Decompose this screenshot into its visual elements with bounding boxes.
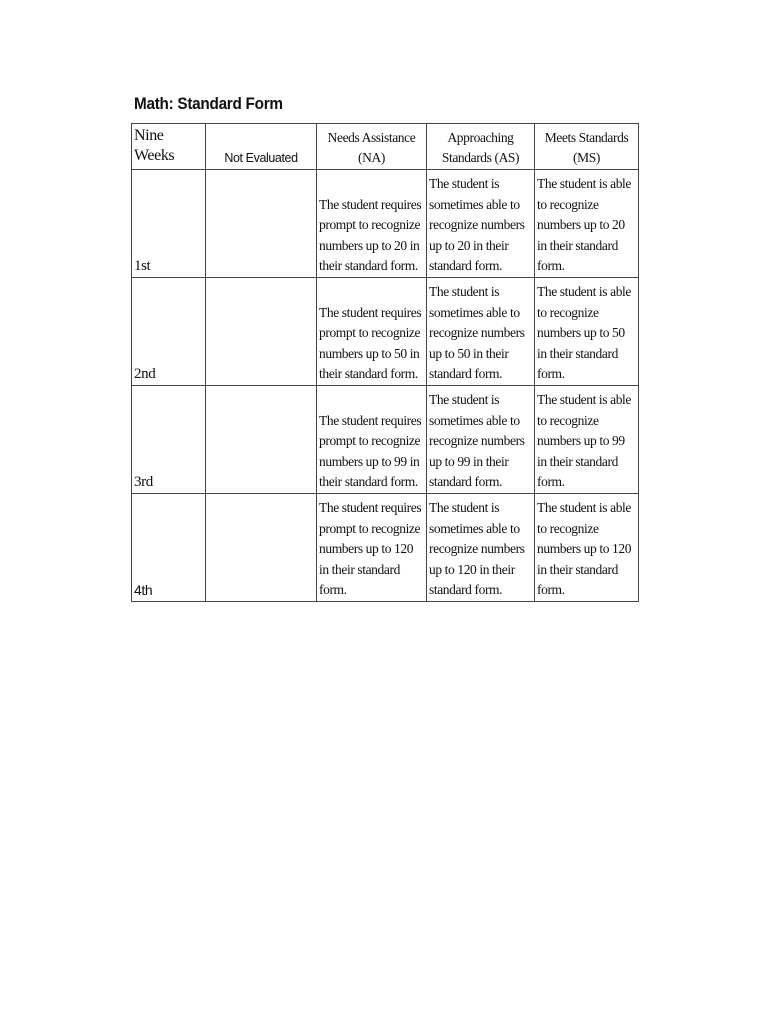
meets-cell: The student is able to recognize numbers up to 120 in their standard form. bbox=[535, 494, 639, 602]
period-cell: 1st bbox=[132, 170, 206, 278]
needs-assistance-cell: The student requires prompt to recognize numbers up to 50 in their standard form. bbox=[317, 278, 427, 386]
header-not-evaluated: Not Evaluated bbox=[206, 124, 317, 170]
header-nine-weeks: Nine Weeks bbox=[132, 124, 206, 170]
header-row bbox=[132, 124, 639, 170]
rubric-table bbox=[131, 123, 639, 602]
table-row bbox=[132, 494, 639, 602]
approaching-cell: The student is sometimes able to recognize numbers up to 120 in their standard form. bbox=[427, 494, 535, 602]
period-cell: 3rd bbox=[132, 386, 206, 494]
period-cell: 2nd bbox=[132, 278, 206, 386]
period-cell: 4th bbox=[132, 494, 206, 602]
not-evaluated-cell bbox=[206, 170, 317, 278]
approaching-cell: The student is sometimes able to recognize numbers up to 50 in their standard form. bbox=[427, 278, 535, 386]
table-row bbox=[132, 278, 639, 386]
table-row bbox=[132, 170, 639, 278]
approaching-cell: The student is sometimes able to recognize numbers up to 99 in their standard form. bbox=[427, 386, 535, 494]
meets-cell: The student is able to recognize numbers up to 50 in their standard form. bbox=[535, 278, 639, 386]
needs-assistance-cell: The student requires prompt to recognize numbers up to 20 in their standard form. bbox=[317, 170, 427, 278]
header-meets-standards: Meets Standards (MS) bbox=[535, 124, 639, 170]
needs-assistance-cell: The student requires prompt to recognize numbers up to 99 in their standard form. bbox=[317, 386, 427, 494]
approaching-cell: The student is sometimes able to recognize numbers up to 20 in their standard form. bbox=[427, 170, 535, 278]
table-row bbox=[132, 386, 639, 494]
needs-assistance-cell: The student requires prompt to recognize numbers up to 120 in their standard form. bbox=[317, 494, 427, 602]
page-title: Math: Standard Form bbox=[134, 94, 283, 113]
meets-cell: The student is able to recognize numbers up to 20 in their standard form. bbox=[535, 170, 639, 278]
header-needs-assistance: Needs Assistance (NA) bbox=[317, 124, 427, 170]
not-evaluated-cell bbox=[206, 278, 317, 386]
header-approaching-standards: Approaching Standards (AS) bbox=[427, 124, 535, 170]
not-evaluated-cell bbox=[206, 494, 317, 602]
meets-cell: The student is able to recognize numbers up to 99 in their standard form. bbox=[535, 386, 639, 494]
not-evaluated-cell bbox=[206, 386, 317, 494]
